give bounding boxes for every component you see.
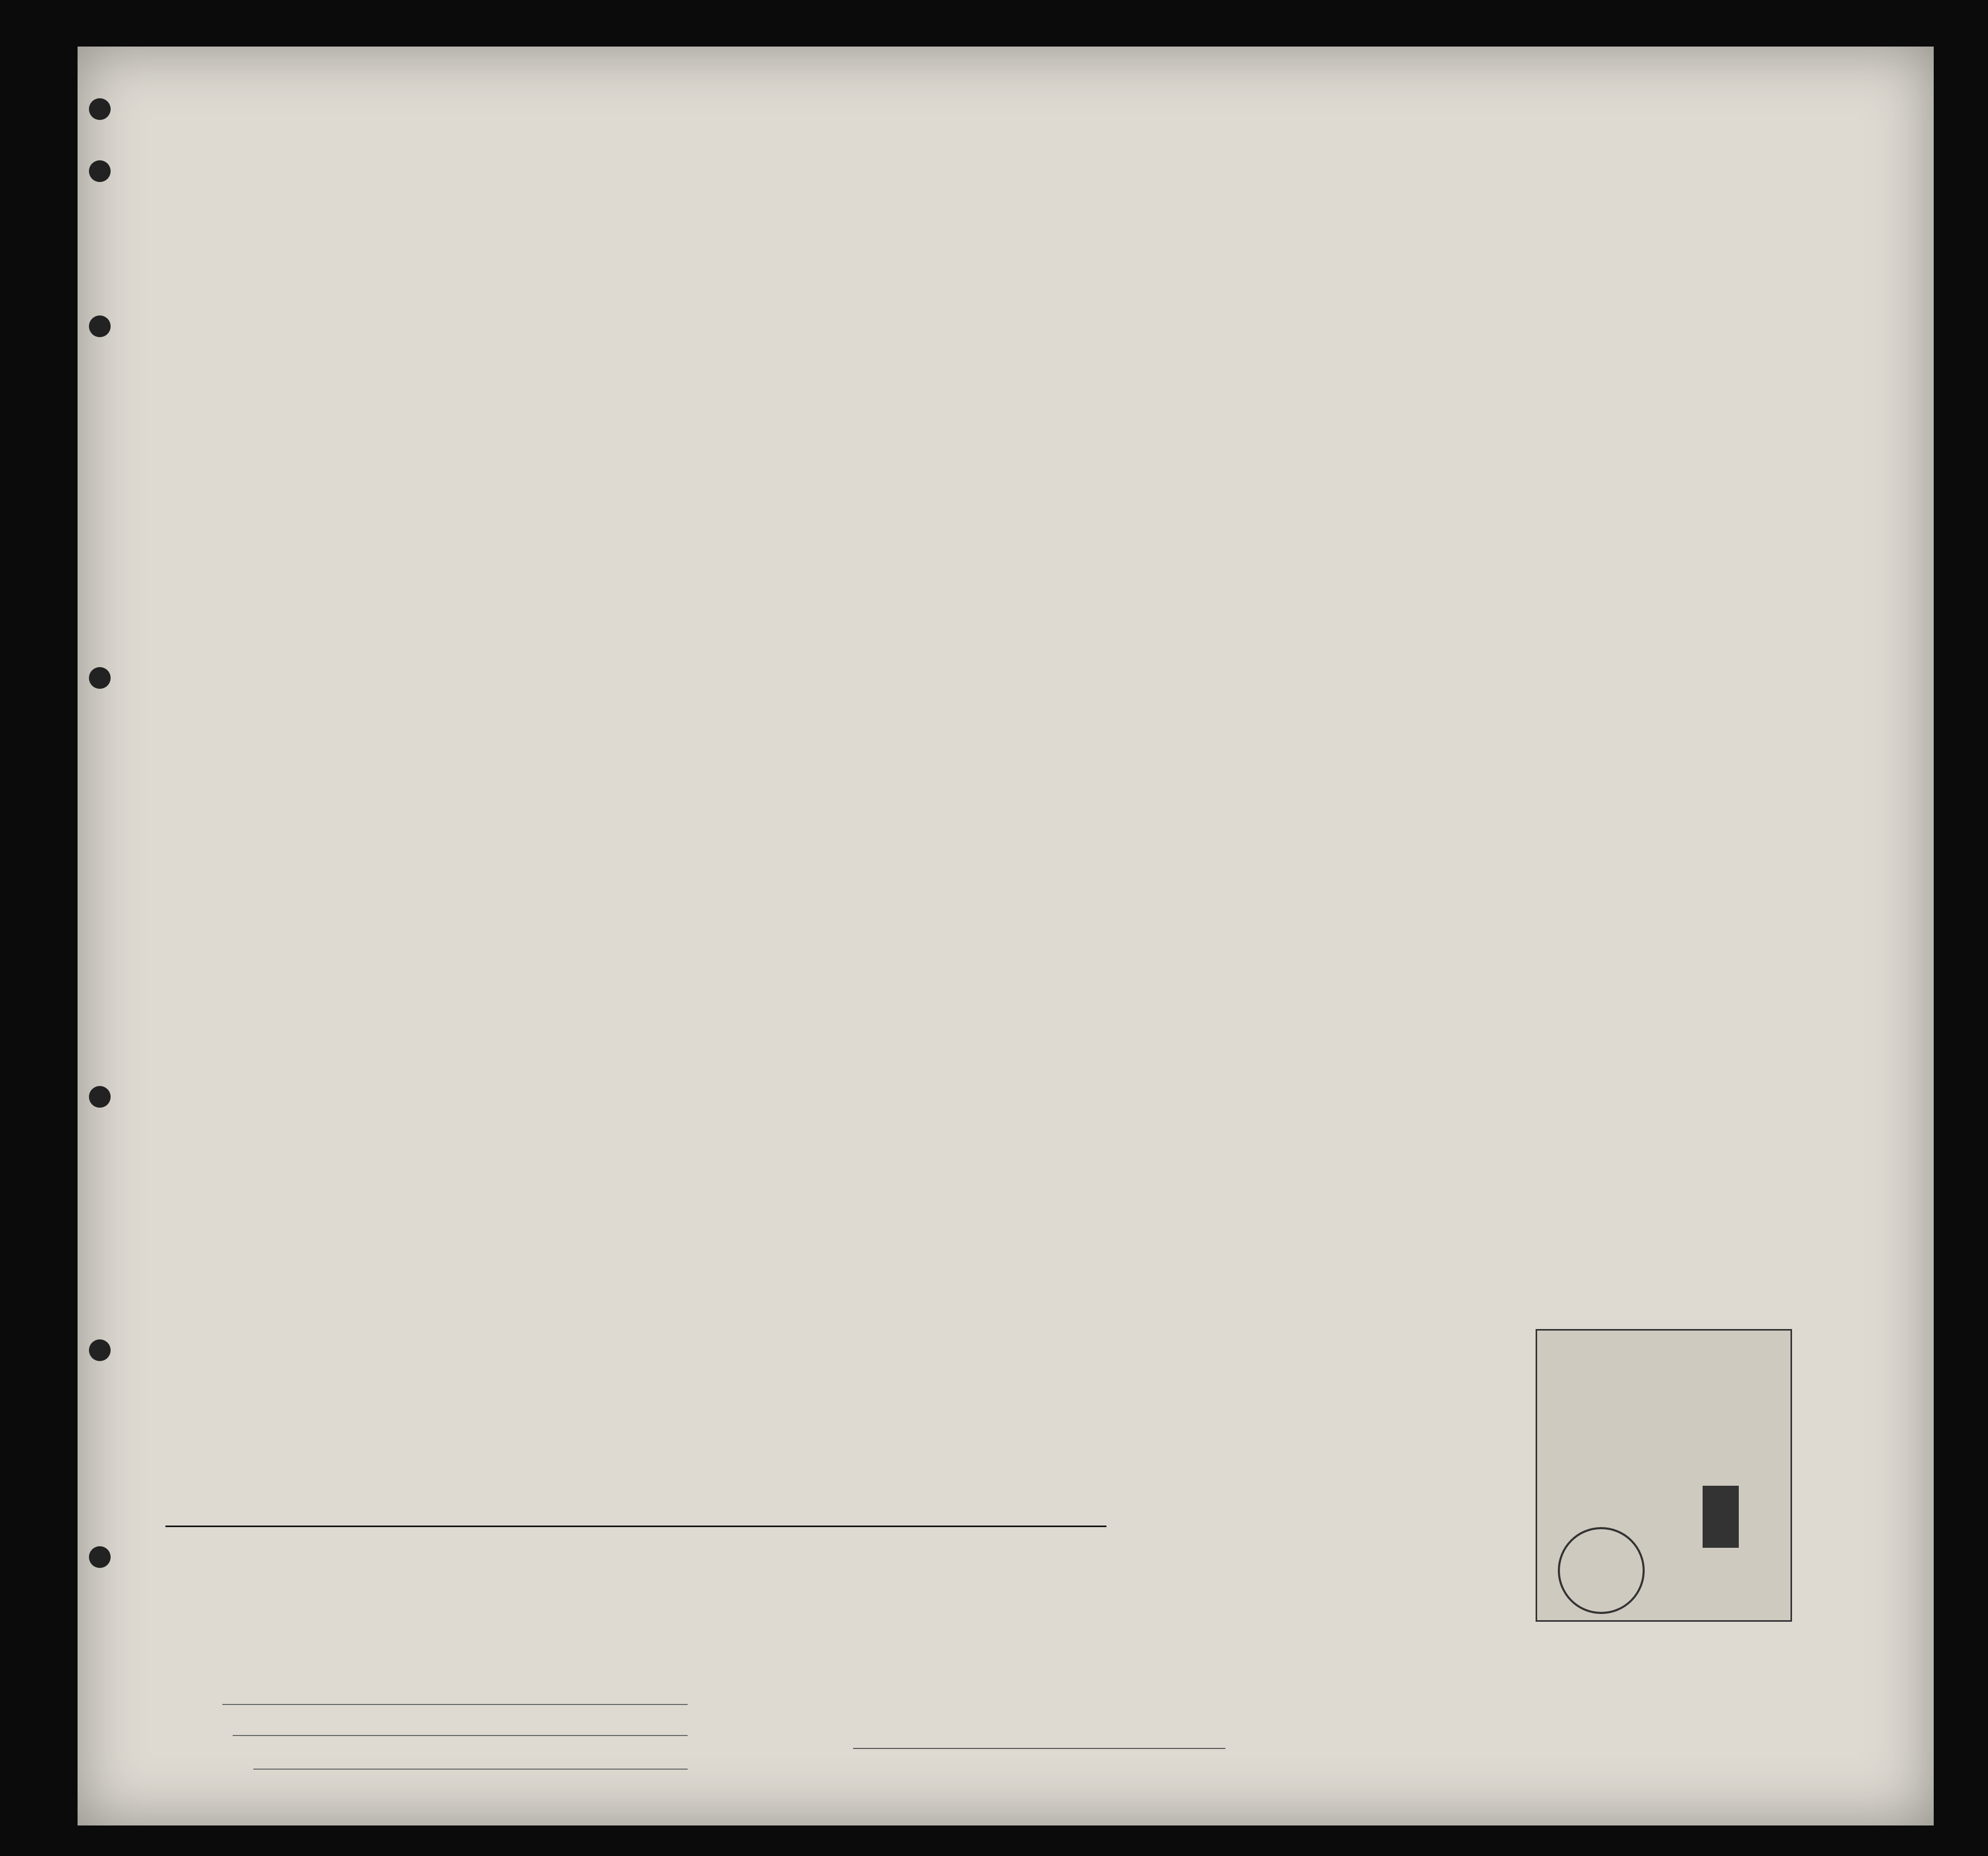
fee-stamp: [1703, 1486, 1739, 1548]
manifest-sheet: [78, 47, 1934, 1825]
consulate-stamp: [1536, 1329, 1792, 1622]
vessel-line: [165, 264, 1872, 326]
